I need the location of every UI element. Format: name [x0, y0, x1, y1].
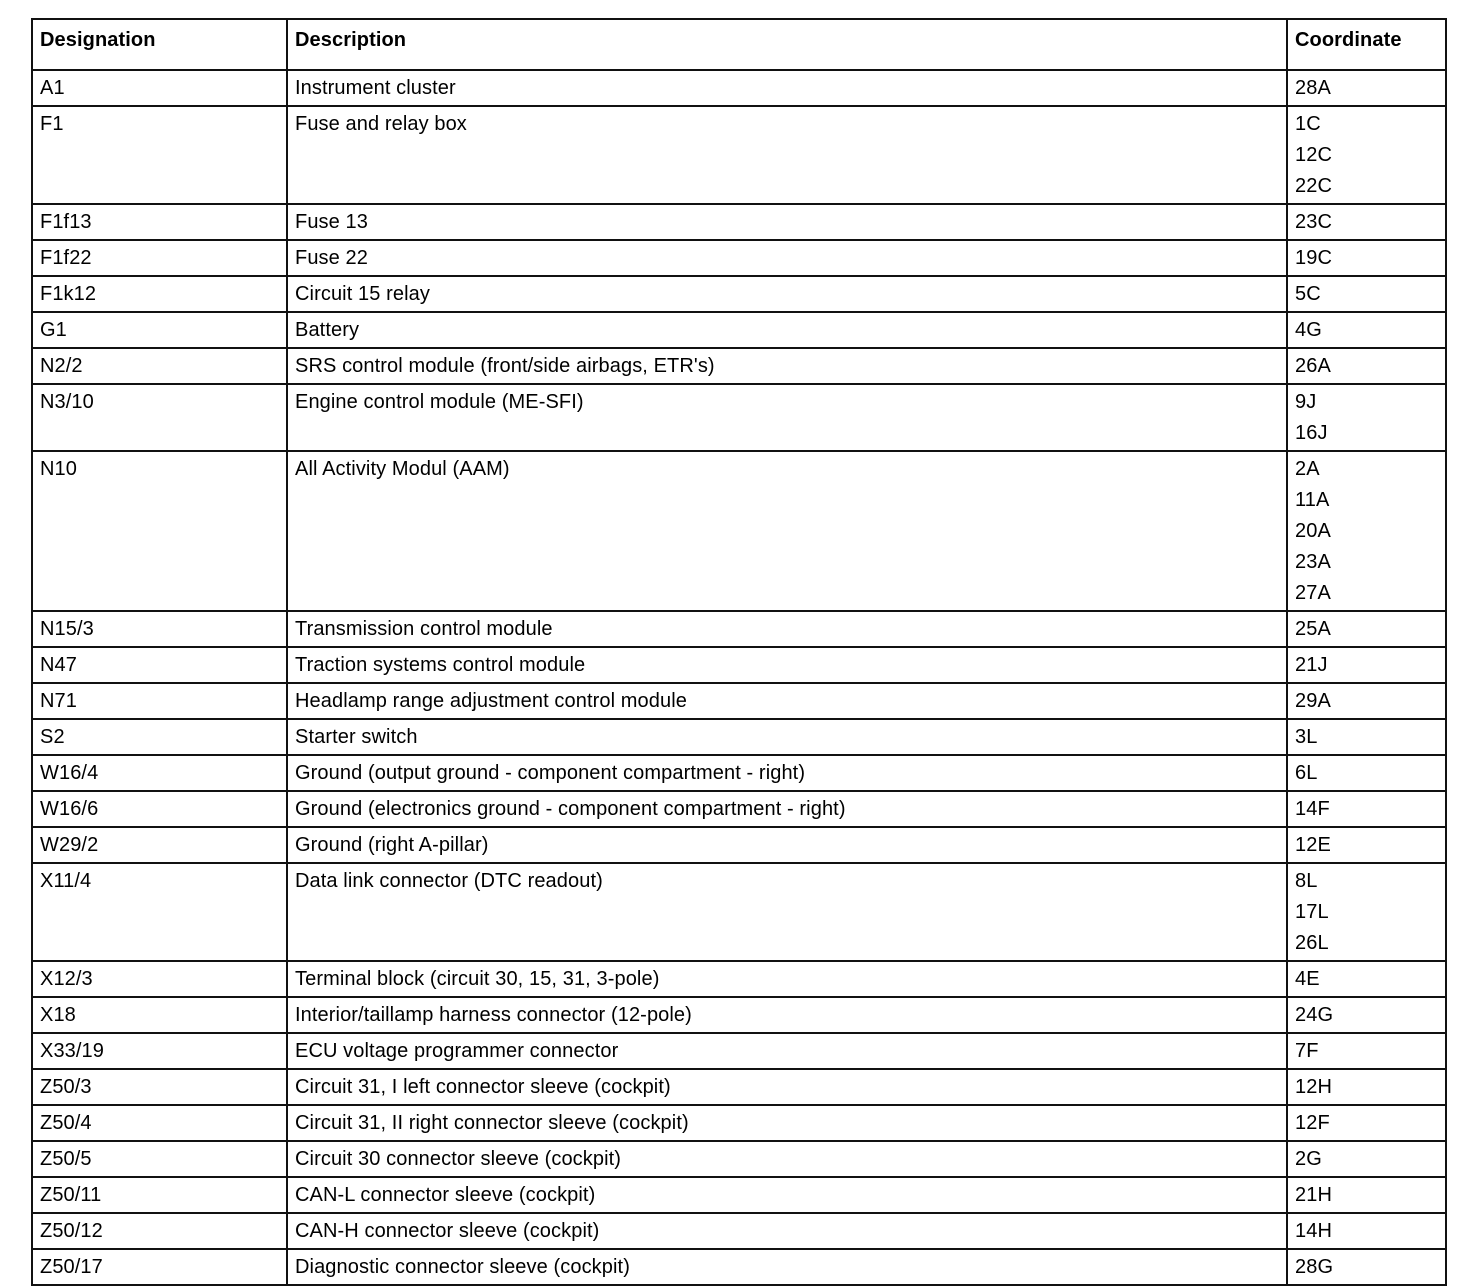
description-cell: Diagnostic connector sleeve (cockpit) — [287, 1249, 1287, 1285]
description-cell: Terminal block (circuit 30, 15, 31, 3-pole) — [287, 961, 1287, 997]
coordinate-cell — [1287, 312, 1446, 348]
description-header: Description — [287, 19, 1287, 70]
table-row — [32, 755, 1446, 791]
description-cell: ECU voltage programmer connector — [287, 1033, 1287, 1069]
designation-cell: N71 — [32, 683, 287, 719]
designation-cell: F1f13 — [32, 204, 287, 240]
coordinate-cell — [1287, 384, 1446, 451]
coordinate-value: 4G — [1295, 319, 1322, 341]
description-cell: Circuit 31, II right connector sleeve (cockpit) — [287, 1105, 1287, 1141]
coordinate-value: 19C — [1295, 247, 1332, 269]
designation-cell: N10 — [32, 451, 287, 611]
coordinate-value: 21H — [1295, 1184, 1332, 1206]
table-row — [32, 1249, 1446, 1285]
designation-header: Designation — [32, 19, 287, 70]
coordinate-value: 2G — [1295, 1148, 1322, 1170]
coordinate-cell — [1287, 1105, 1446, 1141]
coordinate-cell — [1287, 204, 1446, 240]
coordinate-value: 12F — [1295, 1112, 1330, 1134]
description-cell: Ground (electronics ground - component compartment - right) — [287, 791, 1287, 827]
designation-cell: F1f22 — [32, 240, 287, 276]
coordinate-cell — [1287, 961, 1446, 997]
table-header — [32, 19, 1446, 70]
description-cell: Circuit 15 relay — [287, 276, 1287, 312]
coordinate-value: 2A — [1295, 458, 1320, 480]
coordinate-value: 21J — [1295, 654, 1328, 676]
designation-cell: A1 — [32, 70, 287, 106]
description-cell: Circuit 30 connector sleeve (cockpit) — [287, 1141, 1287, 1177]
description-cell: Battery — [287, 312, 1287, 348]
coordinate-value: 14H — [1295, 1220, 1332, 1242]
coordinate-header: Coordinate — [1287, 19, 1446, 70]
coordinate-cell — [1287, 863, 1446, 961]
coordinate-cell — [1287, 611, 1446, 647]
table-row — [32, 1033, 1446, 1069]
designation-cell: N2/2 — [32, 348, 287, 384]
coordinate-cell — [1287, 1141, 1446, 1177]
description-cell: All Activity Modul (AAM) — [287, 451, 1287, 611]
coordinate-value: 1C — [1295, 113, 1321, 135]
table-row — [32, 384, 1446, 451]
coordinate-value: 26L — [1295, 932, 1329, 954]
coordinate-cell — [1287, 997, 1446, 1033]
table-row — [32, 1069, 1446, 1105]
table-row — [32, 70, 1446, 106]
coordinate-value: 28A — [1295, 77, 1331, 99]
designation-cell: X18 — [32, 997, 287, 1033]
coordinate-cell — [1287, 1069, 1446, 1105]
table-row — [32, 827, 1446, 863]
coordinate-cell — [1287, 1249, 1446, 1285]
table-row — [32, 1213, 1446, 1249]
coordinate-value: 12E — [1295, 834, 1331, 856]
coordinate-value: 8L — [1295, 870, 1318, 892]
coordinate-value: 27A — [1295, 582, 1331, 604]
coordinate-cell — [1287, 719, 1446, 755]
table-row — [32, 451, 1446, 611]
description-cell: Engine control module (ME-SFI) — [287, 384, 1287, 451]
designation-cell: Z50/12 — [32, 1213, 287, 1249]
description-cell: Starter switch — [287, 719, 1287, 755]
coordinate-value: 12C — [1295, 144, 1332, 166]
description-cell: Fuse and relay box — [287, 106, 1287, 204]
table-row — [32, 961, 1446, 997]
coordinate-cell — [1287, 70, 1446, 106]
coordinate-value: 24G — [1295, 1004, 1334, 1026]
designation-cell: W29/2 — [32, 827, 287, 863]
table-row — [32, 106, 1446, 204]
designation-cell: F1k12 — [32, 276, 287, 312]
coordinate-value: 23C — [1295, 211, 1332, 233]
table-row — [32, 791, 1446, 827]
coordinate-cell — [1287, 647, 1446, 683]
table-row — [32, 204, 1446, 240]
designation-cell: Z50/11 — [32, 1177, 287, 1213]
designation-cell: Z50/4 — [32, 1105, 287, 1141]
designation-cell: Z50/3 — [32, 1069, 287, 1105]
designation-cell: N3/10 — [32, 384, 287, 451]
designation-cell: G1 — [32, 312, 287, 348]
designation-cell: S2 — [32, 719, 287, 755]
table-row — [32, 276, 1446, 312]
table-row — [32, 683, 1446, 719]
designation-cell: W16/6 — [32, 791, 287, 827]
coordinate-value: 5C — [1295, 283, 1321, 305]
description-cell: Data link connector (DTC readout) — [287, 863, 1287, 961]
header-row — [32, 19, 1446, 70]
coordinate-value: 28G — [1295, 1256, 1334, 1278]
designation-cell: X12/3 — [32, 961, 287, 997]
table-row — [32, 348, 1446, 384]
description-cell: CAN-H connector sleeve (cockpit) — [287, 1213, 1287, 1249]
description-cell: Headlamp range adjustment control module — [287, 683, 1287, 719]
description-cell: Fuse 13 — [287, 204, 1287, 240]
coordinate-value: 23A — [1295, 551, 1331, 573]
coordinate-value: 26A — [1295, 355, 1331, 377]
table-body — [32, 70, 1446, 1285]
coordinate-value: 22C — [1295, 175, 1332, 197]
description-cell: Interior/taillamp harness connector (12-pole) — [287, 997, 1287, 1033]
table-row — [32, 647, 1446, 683]
description-cell: SRS control module (front/side airbags, ETR's) — [287, 348, 1287, 384]
table-row — [32, 611, 1446, 647]
description-cell: Circuit 31, I left connector sleeve (cockpit) — [287, 1069, 1287, 1105]
coordinate-cell — [1287, 240, 1446, 276]
designation-cell: W16/4 — [32, 755, 287, 791]
coordinate-cell — [1287, 451, 1446, 611]
component-legend-table — [31, 18, 1447, 1286]
coordinate-cell — [1287, 1033, 1446, 1069]
coordinate-value: 14F — [1295, 798, 1330, 820]
description-cell: Ground (output ground - component compartment - right) — [287, 755, 1287, 791]
designation-cell: Z50/17 — [32, 1249, 287, 1285]
coordinate-value: 3L — [1295, 726, 1318, 748]
designation-cell: N47 — [32, 647, 287, 683]
coordinate-cell — [1287, 1213, 1446, 1249]
description-cell: Fuse 22 — [287, 240, 1287, 276]
coordinate-value: 25A — [1295, 618, 1331, 640]
table-row — [32, 240, 1446, 276]
designation-cell: F1 — [32, 106, 287, 204]
designation-cell: X11/4 — [32, 863, 287, 961]
table-row — [32, 1177, 1446, 1213]
designation-cell: N15/3 — [32, 611, 287, 647]
coordinate-value: 20A — [1295, 520, 1331, 542]
table-row — [32, 312, 1446, 348]
coordinate-value: 17L — [1295, 901, 1329, 923]
coordinate-value: 9J — [1295, 391, 1317, 413]
coordinate-cell — [1287, 1177, 1446, 1213]
coordinate-value: 11A — [1295, 489, 1330, 511]
table-row — [32, 997, 1446, 1033]
coordinate-value: 12H — [1295, 1076, 1332, 1098]
coordinate-value: 29A — [1295, 690, 1331, 712]
table-row — [32, 863, 1446, 961]
table-row — [32, 1105, 1446, 1141]
coordinate-value: 7F — [1295, 1040, 1319, 1062]
coordinate-value: 6L — [1295, 762, 1318, 784]
coordinate-cell — [1287, 276, 1446, 312]
description-cell: Traction systems control module — [287, 647, 1287, 683]
description-cell: Ground (right A-pillar) — [287, 827, 1287, 863]
coordinate-cell — [1287, 827, 1446, 863]
coordinate-cell — [1287, 683, 1446, 719]
coordinate-value: 4E — [1295, 968, 1320, 990]
coordinate-value: 16J — [1295, 422, 1328, 444]
table-row — [32, 719, 1446, 755]
designation-cell: X33/19 — [32, 1033, 287, 1069]
description-cell: Instrument cluster — [287, 70, 1287, 106]
coordinate-cell — [1287, 791, 1446, 827]
coordinate-cell — [1287, 106, 1446, 204]
description-cell: Transmission control module — [287, 611, 1287, 647]
description-cell: CAN-L connector sleeve (cockpit) — [287, 1177, 1287, 1213]
designation-cell: Z50/5 — [32, 1141, 287, 1177]
table-row — [32, 1141, 1446, 1177]
coordinate-cell — [1287, 348, 1446, 384]
coordinate-cell — [1287, 755, 1446, 791]
